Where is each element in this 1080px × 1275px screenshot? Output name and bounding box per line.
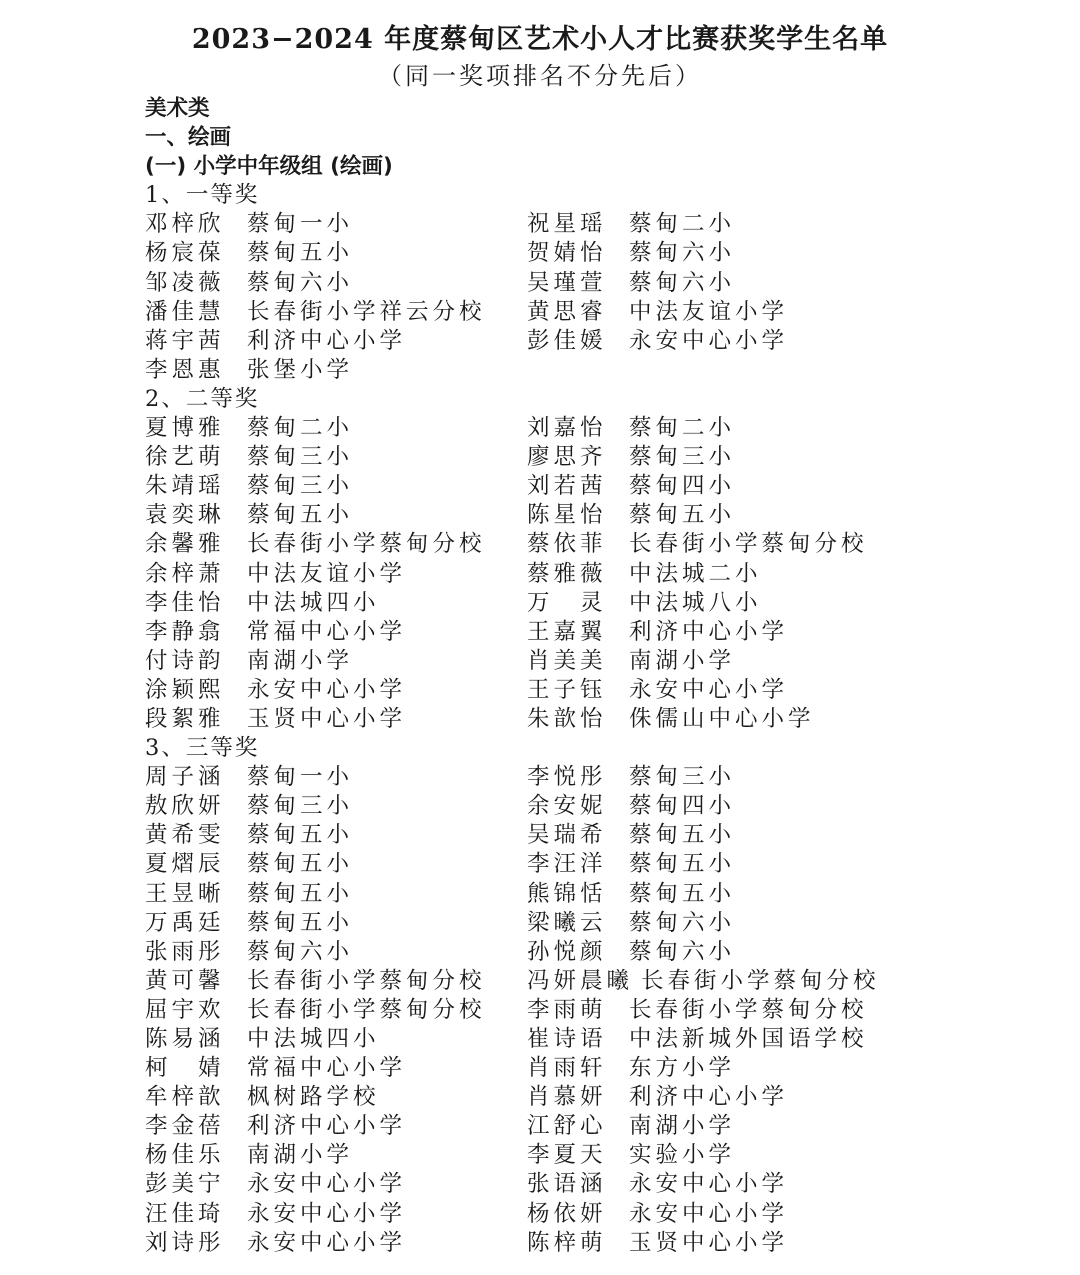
award-row [145, 472, 1045, 501]
school-name: 蔡甸五小 [629, 822, 736, 849]
school-name: 蔡甸五小 [629, 880, 736, 907]
school-name: 中法友谊小学 [629, 298, 789, 325]
school-name: 蔡甸二小 [247, 415, 354, 442]
school-name: 蔡甸四小 [629, 473, 736, 500]
student-name: 邹凌薇 [145, 269, 225, 296]
award-row [145, 676, 1045, 705]
award-row [145, 560, 1045, 589]
school-name: 永安中心小学 [247, 676, 407, 703]
student-name: 蒋宇茜 [145, 327, 225, 354]
category-heading: 美术类 [145, 96, 210, 121]
school-name: 南湖小学 [629, 1113, 736, 1140]
school-name: 南湖小学 [247, 1142, 354, 1169]
student-name: 敖欣妍 [145, 793, 225, 820]
student-name: 冯妍晨曦 [527, 967, 634, 994]
award-heading-third: 3、三等奖 [145, 735, 260, 762]
student-name: 余馨雅 [145, 531, 225, 558]
student-name: 张雨彤 [145, 938, 225, 965]
school-name: 东方小学 [629, 1055, 736, 1082]
student-name: 肖美美 [527, 647, 607, 674]
school-name: 蔡甸六小 [629, 269, 736, 296]
school-name: 长春街小学蔡甸分校 [641, 967, 880, 994]
student-name: 袁奕琳 [145, 502, 225, 529]
student-name: 肖雨轩 [527, 1055, 607, 1082]
school-name: 蔡甸六小 [629, 240, 736, 267]
school-name: 蔡甸三小 [247, 473, 354, 500]
student-name: 崔诗语 [527, 1026, 607, 1052]
award-row [145, 414, 1045, 443]
student-name: 汪佳琦 [145, 1200, 225, 1227]
award-list-second [145, 414, 1045, 734]
school-name: 蔡甸五小 [247, 502, 354, 529]
school-name: 中法城八小 [629, 589, 762, 616]
award-row [145, 269, 1045, 298]
school-name: 中法友谊小学 [247, 560, 407, 587]
school-name: 长春街小学祥云分校 [247, 298, 486, 325]
award-row [145, 1200, 1045, 1229]
school-name: 蔡甸一小 [247, 764, 354, 791]
student-name: 付诗韵 [145, 647, 225, 674]
student-name: 万 灵 [527, 589, 607, 616]
award-row [145, 1170, 1045, 1199]
school-name: 中法城四小 [247, 589, 380, 616]
school-name: 永安中心小学 [247, 1171, 407, 1198]
school-name: 玉贤中心小学 [629, 1229, 789, 1256]
school-name: 长春街小学蔡甸分校 [247, 996, 486, 1023]
student-name: 李汪洋 [527, 851, 607, 878]
school-name: 利济中心小学 [247, 1113, 407, 1140]
student-name: 张语涵 [527, 1171, 607, 1198]
award-row [145, 763, 1045, 792]
student-name: 彭美宁 [145, 1171, 225, 1198]
student-name: 柯 婧 [145, 1055, 225, 1082]
school-name: 张堡小学 [247, 356, 354, 383]
school-name: 玉贤中心小学 [247, 705, 407, 732]
student-name: 牟梓歆 [145, 1084, 225, 1111]
student-name: 徐艺萌 [145, 444, 225, 471]
award-row [145, 647, 1045, 676]
school-name: 蔡甸五小 [247, 909, 354, 936]
award-row [145, 1112, 1045, 1141]
award-row [145, 356, 1045, 385]
award-list-first [145, 210, 1045, 385]
student-name: 肖慕妍 [527, 1084, 607, 1111]
school-name: 永安中心小学 [247, 1229, 407, 1256]
school-name: 蔡甸五小 [629, 502, 736, 529]
award-row [145, 1025, 1045, 1054]
award-row [145, 530, 1045, 559]
student-name: 廖思齐 [527, 444, 607, 471]
student-name: 刘嘉怡 [527, 415, 607, 442]
student-name: 蔡雅薇 [527, 560, 607, 587]
document-subtitle: （同一奖项排名不分先后） [378, 62, 702, 90]
school-name: 蔡甸五小 [247, 240, 354, 267]
school-name: 长春街小学蔡甸分校 [247, 967, 486, 994]
student-name: 祝星瑶 [527, 211, 607, 238]
student-name: 夏博雅 [145, 415, 225, 442]
student-name: 刘诗彤 [145, 1229, 225, 1256]
award-row [145, 1229, 1045, 1258]
student-name: 王昱晰 [145, 880, 225, 907]
award-row [145, 938, 1045, 967]
school-name: 蔡甸五小 [629, 851, 736, 878]
student-name: 李夏天 [527, 1142, 607, 1169]
school-name: 中法城二小 [629, 560, 762, 587]
school-name: 蔡甸六小 [247, 938, 354, 965]
student-name: 周子涵 [145, 764, 225, 791]
school-name: 永安中心小学 [629, 1200, 789, 1227]
school-name: 永安中心小学 [629, 327, 789, 354]
student-name: 刘若茜 [527, 473, 607, 500]
student-name: 黄可馨 [145, 967, 225, 994]
award-row [145, 589, 1045, 618]
student-name: 李佳怡 [145, 589, 225, 616]
student-name: 杨依妍 [527, 1200, 607, 1227]
student-name: 李静翕 [145, 618, 225, 645]
award-row [145, 210, 1045, 239]
student-name: 屈宇欢 [145, 996, 225, 1023]
award-row [145, 1083, 1045, 1112]
student-name: 熊锦恬 [527, 880, 607, 907]
award-row [145, 298, 1045, 327]
award-row [145, 821, 1045, 850]
school-name: 常福中心小学 [247, 1055, 407, 1082]
school-name: 利济中心小学 [247, 327, 407, 354]
school-name: 蔡甸六小 [629, 909, 736, 936]
subcategory-heading: 一、绘画 [145, 125, 232, 151]
school-name: 中法城四小 [247, 1026, 380, 1052]
award-row [145, 1141, 1045, 1170]
student-name: 涂颖熙 [145, 676, 225, 703]
school-name: 南湖小学 [247, 647, 354, 674]
student-name: 彭佳媛 [527, 327, 607, 354]
student-name: 黄希雯 [145, 822, 225, 849]
school-name: 蔡甸六小 [629, 938, 736, 965]
school-name: 蔡甸五小 [247, 851, 354, 878]
student-name: 朱靖瑶 [145, 473, 225, 500]
award-row [145, 967, 1045, 996]
group-heading: (一) 小学中年级组 (绘画) [145, 154, 393, 180]
student-name: 黄思睿 [527, 298, 607, 325]
school-name: 利济中心小学 [629, 1084, 789, 1111]
school-name: 蔡甸二小 [629, 211, 736, 238]
student-name: 夏熠辰 [145, 851, 225, 878]
school-name: 常福中心小学 [247, 618, 407, 645]
school-name: 蔡甸三小 [629, 444, 736, 471]
school-name: 实验小学 [629, 1142, 736, 1169]
school-name: 中法新城外国语学校 [629, 1026, 868, 1052]
school-name: 蔡甸五小 [247, 822, 354, 849]
student-name: 段絮雅 [145, 705, 225, 732]
student-name: 李悦彤 [527, 764, 607, 791]
award-row [145, 705, 1045, 734]
student-name: 蔡依菲 [527, 531, 607, 558]
school-name: 长春街小学蔡甸分校 [629, 996, 868, 1023]
student-name: 朱歆怡 [527, 705, 607, 732]
student-name: 江舒心 [527, 1113, 607, 1140]
student-name: 陈易涵 [145, 1026, 225, 1052]
award-row [145, 909, 1045, 938]
school-name: 蔡甸五小 [247, 880, 354, 907]
student-name: 余安妮 [527, 793, 607, 820]
school-name: 枫树路学校 [247, 1084, 380, 1111]
award-row [145, 327, 1045, 356]
school-name: 蔡甸三小 [629, 764, 736, 791]
student-name: 孙悦颜 [527, 938, 607, 965]
student-name: 邓梓欣 [145, 211, 225, 238]
student-name: 杨佳乐 [145, 1142, 225, 1169]
award-row [145, 618, 1045, 647]
student-name: 吴瑞希 [527, 822, 607, 849]
student-name: 潘佳慧 [145, 298, 225, 325]
award-heading-second: 2、二等奖 [145, 385, 260, 412]
school-name: 蔡甸二小 [629, 415, 736, 442]
student-name: 李恩惠 [145, 356, 225, 383]
student-name: 梁曦云 [527, 909, 607, 936]
award-row [145, 792, 1045, 821]
school-name: 永安中心小学 [629, 1171, 789, 1198]
student-name: 王嘉翼 [527, 618, 607, 645]
student-name: 李雨萌 [527, 996, 607, 1023]
student-name: 陈梓萌 [527, 1229, 607, 1256]
student-name: 万禹廷 [145, 909, 225, 936]
award-heading-first: 1、一等奖 [145, 182, 260, 209]
award-list-third [145, 763, 1045, 1258]
student-name: 杨宸葆 [145, 240, 225, 267]
school-name: 侏儒山中心小学 [629, 705, 815, 732]
school-name: 永安中心小学 [247, 1200, 407, 1227]
school-name: 长春街小学蔡甸分校 [247, 531, 486, 558]
school-name: 永安中心小学 [629, 676, 789, 703]
student-name: 贺婧怡 [527, 240, 607, 267]
school-name: 利济中心小学 [629, 618, 789, 645]
award-row [145, 239, 1045, 268]
document-body [145, 94, 1045, 1258]
student-name: 王子钰 [527, 676, 607, 703]
student-name: 陈星怡 [527, 502, 607, 529]
award-row [145, 1054, 1045, 1083]
document-title: 2023−2024 年度蔡甸区艺术小人才比赛获奖学生名单 [191, 24, 889, 55]
school-name: 蔡甸三小 [247, 793, 354, 820]
award-row [145, 850, 1045, 879]
student-name: 李金蓓 [145, 1113, 225, 1140]
student-name: 吴瑾萱 [527, 269, 607, 296]
student-name: 余梓萧 [145, 560, 225, 587]
school-name: 蔡甸六小 [247, 269, 354, 296]
school-name: 蔡甸一小 [247, 211, 354, 238]
award-row [145, 443, 1045, 472]
school-name: 蔡甸四小 [629, 793, 736, 820]
school-name: 长春街小学蔡甸分校 [629, 531, 868, 558]
award-row [145, 880, 1045, 909]
school-name: 南湖小学 [629, 647, 736, 674]
school-name: 蔡甸三小 [247, 444, 354, 471]
award-row [145, 501, 1045, 530]
award-row [145, 996, 1045, 1025]
